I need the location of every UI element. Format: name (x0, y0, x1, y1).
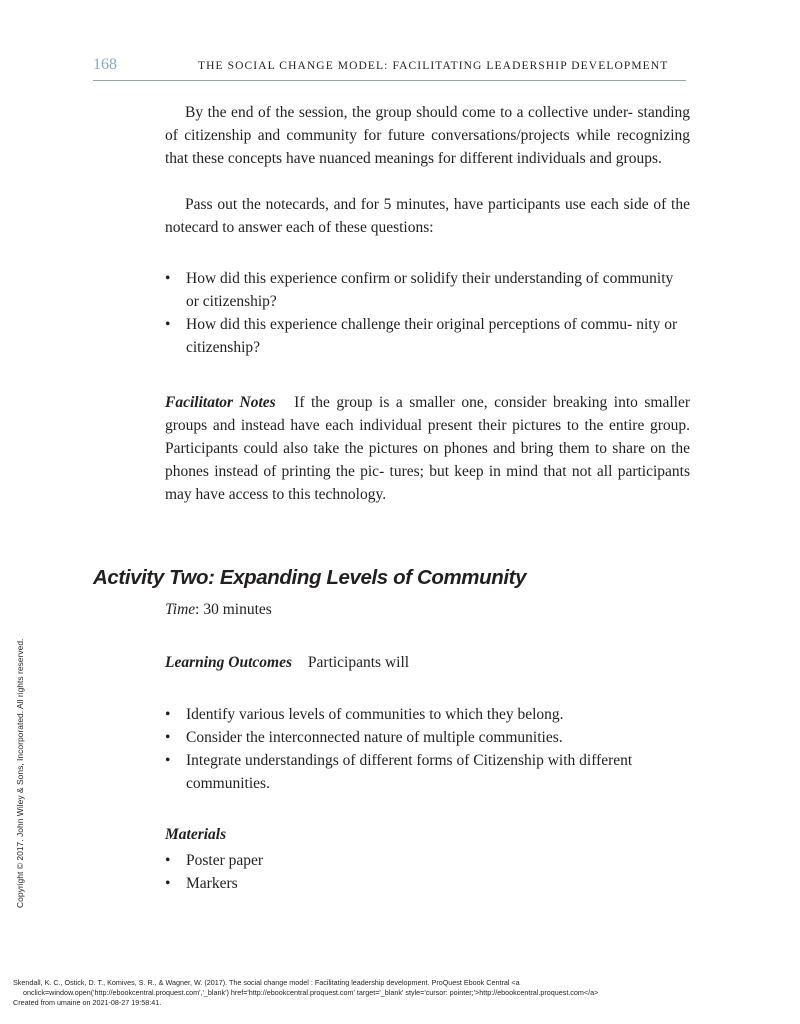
learning-outcomes-line (165, 654, 409, 672)
side-copyright: Copyright © 2017. John Wiley & Sons, Incorporated. All rights reserved. (15, 638, 25, 908)
text-line: technology. (314, 486, 387, 503)
list-item-text: Integrate understandings of different forms of Citizenship with different (186, 752, 633, 769)
list-item (165, 703, 690, 726)
list-item-text: community or citizenship? (186, 270, 674, 310)
list-item-text: communities. (186, 775, 270, 792)
bullet-icon: • (165, 316, 171, 333)
header-rule (93, 80, 686, 81)
text-line: individuals and groups. (516, 150, 662, 167)
learning-outcomes-label: Learning Outcomes (165, 654, 293, 671)
materials-heading: Materials (165, 826, 227, 843)
paragraph-notecards (165, 193, 690, 239)
learning-outcomes-intro: Participants will (307, 654, 410, 671)
facilitator-notes (165, 391, 690, 506)
list-item-text: Markers (186, 875, 238, 892)
list-item (165, 749, 690, 795)
time-line (165, 601, 272, 619)
footer-line: Skendall, K. C., Ostick, D. T., Komives, S. R., & Wagner, W. (2017). The social change model : Facilitating leadership development. ProQuest Ebook Central <a (13, 978, 520, 987)
question-list (165, 267, 690, 359)
text-line: of the notecard to answer each of these questions: (165, 196, 690, 236)
footer-line: onclick=window.open('http://ebookcentral.proquest.com','_blank') href='http://ebookcentral.proquest.com' target='_blank' style='cursor: pointer;'>http://ebookcentral.proquest.com</a> (23, 988, 599, 997)
bullet-icon: • (165, 875, 171, 892)
text-line: standing of citizenship and community for future conversations/projects (165, 104, 691, 144)
list-item-text: How did this experience confirm or solidify their understanding of (186, 270, 599, 287)
text-line: If the group is a smaller one, consider breaking into (294, 394, 638, 411)
time-label: Time (165, 601, 196, 618)
paragraph-text (165, 101, 690, 170)
text-line: tures; but keep in mind that not all participants may have access to this (165, 463, 691, 503)
materials-list (165, 849, 690, 895)
paragraph-text (165, 391, 690, 506)
running-head: THE SOCIAL CHANGE MODEL: FACILITATING LEADERSHIP DEVELOPMENT (198, 60, 669, 72)
outcomes-list (165, 703, 690, 795)
citation-footer (13, 978, 793, 1008)
bullet-icon: • (165, 270, 171, 287)
text-line: to the entire group. Participants could also take the pictures on phones (165, 417, 690, 457)
list-item (165, 267, 690, 313)
text-line: By the end of the session, the group should come to a collective under- (185, 104, 633, 121)
list-item (165, 872, 690, 895)
list-item-text: Poster paper (186, 852, 264, 869)
bullet-icon: • (165, 852, 171, 869)
bullet-icon: • (165, 706, 171, 723)
footer-line: Created from umaine on 2021-08-27 19:58:41. (13, 998, 162, 1007)
bullet-icon: • (165, 729, 171, 746)
time-value: : 30 minutes (195, 601, 272, 618)
list-item-text: How did this experience challenge their original perceptions of commu- (186, 316, 633, 333)
text-line: Pass out the notecards, and for 5 minutes, have participants use each side (185, 196, 649, 213)
bullet-icon: • (165, 752, 171, 769)
list-item-text: Consider the interconnected nature of multiple communities. (186, 729, 563, 746)
paragraph-text (165, 193, 690, 239)
section-heading: Activity Two: Expanding Levels of Community (93, 566, 527, 589)
text-line: and bring them to share on the phones instead of printing the pic- (165, 440, 690, 480)
list-item-text: nity or citizenship? (186, 316, 678, 356)
list-item (165, 313, 690, 359)
list-item (165, 726, 690, 749)
text-line: smaller groups and instead have each individual present their pictures (165, 394, 690, 434)
facilitator-notes-label: Facilitator Notes (165, 394, 276, 411)
list-item-text: Identify various levels of communities to which they belong. (186, 706, 564, 723)
text-line: while recognizing that these concepts have nuanced meanings for different (165, 127, 690, 167)
page-number: 168 (93, 56, 117, 73)
list-item (165, 849, 690, 872)
paragraph-session-outcome (165, 101, 690, 170)
